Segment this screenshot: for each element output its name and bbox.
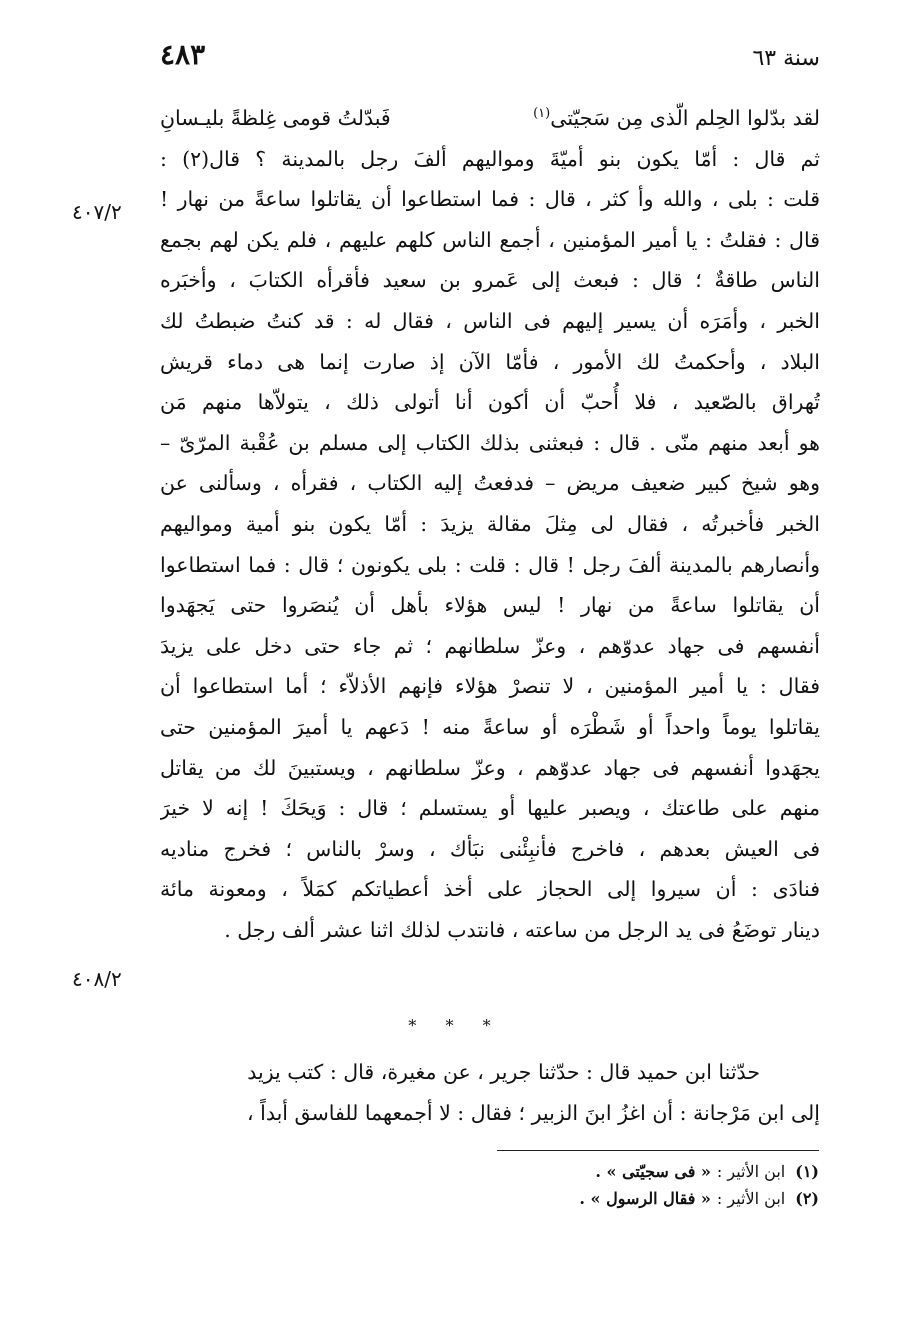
footnote-2 <box>319 1185 819 1212</box>
text-line: وهو شيخ كبير ضعيف مريض – فدفعتُ إليه الكتاب ، فقرأه ، وسألنى عن <box>160 471 820 496</box>
text-line: الناس طاقةٌ ؛ قال : فبعث إلى عَمرو بن سعيد فأقرأه الكتابَ ، وأخبَره <box>160 268 820 293</box>
margin-reference: ٤٠٨/٢ <box>72 967 122 991</box>
text-line: فقال : يا أمير المؤمنين ، لا تنصرْ هؤلاء فإنهم الأذلاّء ؛ أما استطاعوا أن <box>160 674 820 699</box>
text-line: يقاتلوا يوماً واحداً أو شَطْرَه أو ساعةً منه ! دَعهم يا أميرَ المؤمنين حتى <box>160 714 820 739</box>
margin-reference: ٤٠٧/٢ <box>72 200 122 224</box>
text-line: فى العيش بعدهم ، فاخرج فأنبِئْنى نبَأك ، وسرْ بالناس ؛ فخرج مناديه <box>160 836 820 861</box>
text-line: دينار توضَعُ فى يد الرجل من ساعته ، فانتدب لذلك اثنا عشر ألف رجل . <box>224 917 820 942</box>
footnote-divider <box>497 1150 819 1151</box>
footnote-source: ابن الأثير : <box>716 1162 786 1181</box>
text-line-2: ثم قال : أمّا يكون بنو أميّةَ ومواليهم ألفَ رجل بالمدينة ؟ قال(٢) : <box>160 146 820 171</box>
text-line: حدّثنا ابن حميد قال : حدّثنا جرير ، عن مغيرة، قال : كتب يزيد <box>247 1060 760 1084</box>
footnote-number: (١) <box>795 1162 819 1181</box>
verse-line <box>160 98 820 139</box>
text-line: قال : فقلتُ : يا أمير المؤمنين ، أجمع الناس كلهم عليهم ، فلم يكن لهم بجمع <box>160 227 820 252</box>
footnote-source: ابن الأثير : <box>716 1189 786 1208</box>
text-line: وأنصارهم بالمدينة ألفَ رجل ! قال : قلت : بلى يكونون ؛ قال : فما استطاعوا <box>160 552 820 577</box>
text-line: منهم على طاعتك ، ويصبر عليها أو يستسلم ؛ قال : وَيحَكَ ! إنه لا خيرَ <box>160 796 820 821</box>
footnote-text: « فقال الرسول » . <box>579 1189 711 1208</box>
footnotes <box>319 1158 819 1212</box>
footnote-ref-1: (١) <box>533 106 551 122</box>
text-line: إلى ابن مَرْجانة : أن اغزُ ابنَ الزبير ؛ فقال : لا أجمعهما للفاسق أبداً ، <box>246 1100 820 1125</box>
page-number: ٤٨٣ <box>160 38 206 71</box>
text-line: أنفسهم فى جهاد عدوّهم ، وعزّ سلطانهم ؛ ثم جاء حتى دخل على يزيدَ <box>160 633 820 658</box>
page-header <box>160 38 820 78</box>
text-line: تُهراق بالصّعيد ، فلا أُحبّ أن أكون أنا أتولى ذلك ، يتولاّها منهم مَن <box>160 390 820 415</box>
section-separator: * * * <box>408 1016 503 1035</box>
text-line: البلاد ، وأحكمتُ لك الأمور ، فأمّا الآن إذ صارت إنما هى دماء قريش <box>160 349 820 374</box>
text-line: هو أبعد منهم منّى . قال : فبعثنى بذلك الكتاب إلى مسلم بن عُقْبة المرّىّ – <box>160 430 820 455</box>
verse-right-hemistich: لقد بدّلوا الحِلم الّذى مِن سَجيّتى$^{(١)}$ <box>533 106 820 130</box>
footnote-1 <box>319 1158 819 1185</box>
footnote-text: « فى سجيّتى » . <box>595 1162 711 1181</box>
text-line: يجهَدوا أنفسهم فى جهاد عدوّهم ، وعزّ سلطانهم ، ويستبينَ لك من يقاتل <box>160 755 820 780</box>
text-line: فنادَى : أن سيروا إلى الحجاز على أخذ أعطياتكم كمَلاً ، ومعونة مائة <box>160 877 820 902</box>
text-line: الخبر فأخبرتُه ، فقال لى مِثلَ مقالة يزيدَ : أمّا يكون بنو أمية ومواليهم <box>160 511 820 536</box>
verse-left-hemistich: فَبدّلتُ قومى غِلظةً بليـسانِ <box>160 106 391 130</box>
text-line: الخبر ، وأمَرَه أن يسير إليهم فى الناس ، فقال له : قد كنتُ ضبطتُ لك <box>160 308 820 333</box>
second-section <box>160 1052 820 1133</box>
text-line: أن يقاتلوا ساعةً من نهار ! ليس هؤلاء بأهل أن يُنصَروا حتى يَجهَدوا <box>160 593 820 618</box>
main-text <box>160 98 820 950</box>
footnote-ref-2: (٢) : <box>160 146 210 171</box>
footnote-number: (٢) <box>795 1189 819 1208</box>
text-line: قلت : بلى ، والله وأ كثر ، قال : فما استطاعوا أن يقاتلوا ساعةً من نهار ! <box>160 187 820 212</box>
year-label: سنة ٦٣ <box>752 46 820 71</box>
